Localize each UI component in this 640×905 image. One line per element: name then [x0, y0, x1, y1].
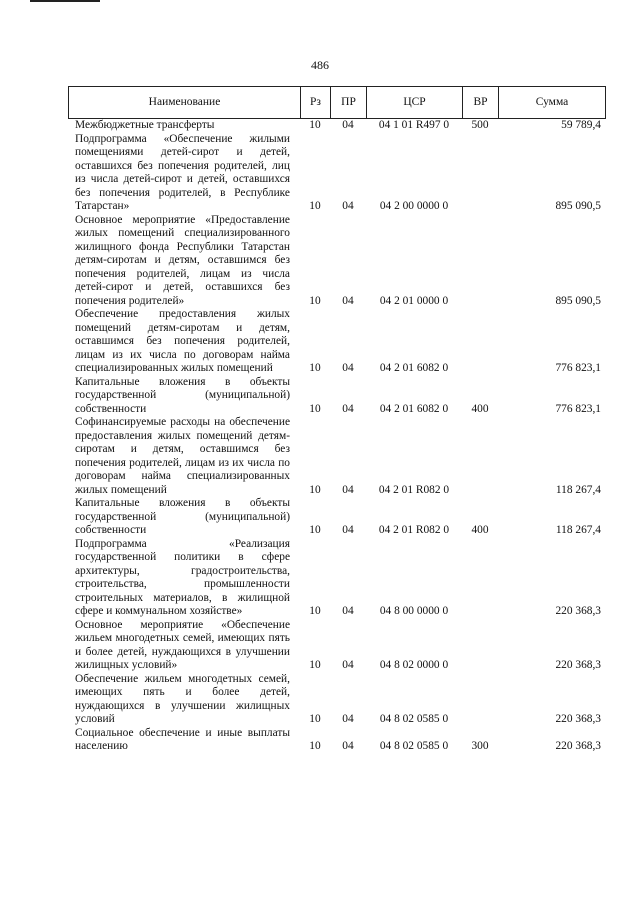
row-csr: 04 2 01 R082 0 — [378, 524, 450, 536]
row-rz: 10 — [309, 362, 321, 374]
row-name: Основное мероприятие «Предоставление жилых помещений специализированного жилищного фонда Республики Татарстан детям-сиротам и детям, оставшимся без попечения родителей, лицам из числа детей-сирот и детей, оставшихся без попечения родителей» — [75, 213, 290, 307]
row-pr: 04 — [342, 402, 354, 415]
row-csr: 04 8 02 0585 0 — [379, 713, 449, 725]
row-csr: 04 2 01 R082 0 — [378, 483, 450, 496]
row-pr: 04 — [342, 713, 354, 725]
row-sum: 220 368,3 — [555, 659, 601, 671]
row-csr: 04 8 02 0585 0 — [379, 740, 449, 752]
header-sum: Сумма — [498, 87, 605, 118]
row-csr: 04 8 00 0000 0 — [379, 605, 449, 617]
top-rule — [30, 0, 100, 2]
header-csr: ЦСР — [366, 87, 462, 118]
row-pr: 04 — [342, 294, 354, 307]
table-row — [68, 214, 606, 309]
row-csr: 04 2 00 0000 0 — [379, 200, 449, 212]
row-sum: 220 368,3 — [555, 713, 601, 725]
row-vr: 400 — [471, 402, 489, 415]
row-name: Обеспечение жильем многодетных семей, имеющих пять и более детей, нуждающихся в улучшении жилищных условий — [75, 672, 290, 725]
row-name: Софинансируемые расходы на обеспечение предоставления жилых помещений детям-сиротам и детям, оставшимся без попечения родителей, лицам из их числа по договорам найма специализированных жилых помещений — [75, 416, 290, 496]
row-sum: 220 368,3 — [555, 740, 601, 752]
page-number: 486 — [311, 58, 329, 72]
row-sum: 776 823,1 — [555, 402, 601, 415]
row-name: Основное мероприятие «Обеспечение жильем многодетных семей, имеющих пять и более детей, нуждающихся в улучшении жилищных условий» — [75, 618, 290, 671]
row-sum: 776 823,1 — [555, 362, 601, 374]
row-name: Капитальные вложения в объекты государственной (муниципальной) собственности — [75, 375, 290, 415]
row-pr: 04 — [342, 659, 354, 671]
row-rz: 10 — [309, 200, 321, 212]
row-name: Подпрограмма «Реализация государственной политики в сфере архитектуры, градостроительства, строительства, промышленности строительных материалов, в жилищной сфере и коммунальном хозяйстве» — [75, 537, 290, 617]
row-sum: 118 267,4 — [555, 524, 601, 536]
row-rz: 10 — [309, 524, 321, 536]
row-name: Капитальные вложения в объекты государственной (муниципальной) собственности — [75, 497, 290, 536]
table-row — [68, 497, 606, 538]
row-rz: 10 — [309, 740, 321, 752]
row-rz: 10 — [309, 294, 321, 307]
table-row — [68, 416, 606, 497]
row-rz: 10 — [309, 119, 321, 131]
row-pr: 04 — [342, 362, 354, 374]
row-pr: 04 — [342, 740, 354, 752]
row-pr: 04 — [342, 119, 354, 131]
row-csr: 04 1 01 R497 0 — [378, 119, 450, 131]
row-csr: 04 8 02 0000 0 — [379, 659, 449, 671]
table-row — [68, 619, 606, 673]
row-sum: 895 090,5 — [555, 200, 601, 212]
row-vr: 500 — [471, 119, 489, 131]
table-header — [68, 86, 606, 119]
row-name: Обеспечение предоставления жилых помещений детям-сиротам и детям, оставшимся без попечения родителей, лицам из их числа по договорам найма специализированных жилых помещений — [75, 308, 290, 374]
row-vr: 400 — [471, 524, 489, 536]
row-name: Подпрограмма «Обеспечение жилыми помещениями детей-сирот и детей, оставшихся без попечения родителей, лиц из числа детей-сирот и детей, оставшихся без попечения родителей, в Республике Татарстан» — [75, 132, 290, 212]
table-row — [68, 727, 606, 754]
table-row — [68, 673, 606, 727]
row-rz: 10 — [309, 402, 321, 415]
table-row — [68, 376, 606, 417]
table-row — [68, 119, 606, 133]
row-sum: 220 368,3 — [555, 605, 601, 617]
row-vr: 300 — [471, 740, 489, 752]
row-csr: 04 2 01 6082 0 — [379, 402, 449, 415]
row-pr: 04 — [342, 524, 354, 536]
row-name: Социальное обеспечение и иные выплаты населению — [75, 726, 290, 752]
row-rz: 10 — [309, 713, 321, 725]
header-pr: ПР — [330, 87, 366, 118]
row-csr: 04 2 01 0000 0 — [379, 294, 449, 307]
header-name: Наименование — [148, 96, 221, 108]
header-rz: Рз — [300, 87, 330, 118]
row-name: Межбюджетные трансферты — [75, 119, 215, 131]
header-vr: ВР — [462, 87, 498, 118]
row-pr: 04 — [342, 200, 354, 212]
row-sum: 118 267,4 — [555, 483, 601, 496]
table-body — [68, 119, 606, 754]
row-pr: 04 — [342, 605, 354, 617]
row-sum: 59 789,4 — [561, 119, 601, 131]
row-pr: 04 — [342, 483, 354, 496]
row-csr: 04 2 01 6082 0 — [379, 362, 449, 374]
row-rz: 10 — [309, 483, 321, 496]
row-rz: 10 — [309, 659, 321, 671]
table-row — [68, 308, 606, 376]
row-sum: 895 090,5 — [555, 294, 601, 307]
row-rz: 10 — [309, 605, 321, 617]
table-row — [68, 538, 606, 619]
table-row — [68, 133, 606, 214]
